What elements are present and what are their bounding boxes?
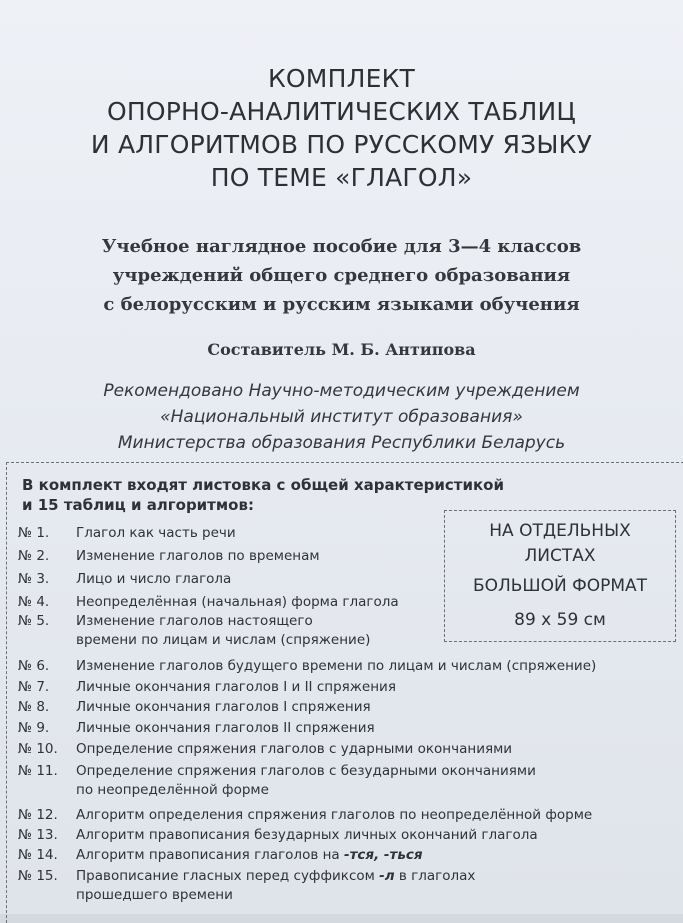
item-text-continued: времени по лицам и числам (спряжение) xyxy=(76,632,371,648)
item-suffix: -тся, -ться xyxy=(343,847,423,863)
item-number: № 6. xyxy=(18,658,50,674)
item-number: № 12. xyxy=(18,807,58,823)
item-suffix: -л xyxy=(379,868,395,884)
item-text-continued: по неопределённой форме xyxy=(76,782,269,798)
item-text: Личные окончания глаголов I и II спряжения xyxy=(76,679,396,695)
item-number: № 3. xyxy=(18,571,50,587)
item-number: № 8. xyxy=(18,699,50,715)
item-text: Глагол как часть речи xyxy=(76,525,236,541)
document-subtitle xyxy=(0,232,683,319)
item-text: Лицо и число глагола xyxy=(76,571,232,587)
title-line-4: ПО ТЕМЕ «ГЛАГОЛ» xyxy=(210,163,473,192)
item-text: Личные окончания глаголов I спряжения xyxy=(76,699,371,715)
item-text: Алгоритм определения спряжения глаголов по неопределённой форме xyxy=(76,807,593,823)
subtitle-line-3: с белорусским и русским языками обучения xyxy=(103,294,580,315)
subtitle-line-2: учреждений общего среднего образования xyxy=(112,265,571,286)
item-number: № 7. xyxy=(18,679,50,695)
recommendation-line-1: Рекомендовано Научно-методическим учреждением xyxy=(103,381,580,401)
item-number: № 9. xyxy=(18,720,50,736)
contents-intro-line-2: и 15 таблиц и алгоритмов: xyxy=(22,496,254,514)
item-text-main: Алгоритм правописания глаголов на xyxy=(76,847,340,863)
title-line-2: ОПОРНО-АНАЛИТИЧЕСКИХ ТАБЛИЦ xyxy=(107,97,576,126)
item-text: Изменение глаголов настоящего xyxy=(76,613,313,629)
item-number: № 14. xyxy=(18,847,58,863)
item-text: Личные окончания глаголов II спряжения xyxy=(76,720,375,736)
item-number: № 5. xyxy=(18,613,50,629)
item-number: № 4. xyxy=(18,594,50,610)
item-text xyxy=(76,867,475,886)
contents-intro-line-1: В комплект входят листовка с общей характеристикой xyxy=(22,476,504,494)
format-line-2: ЛИСТАХ xyxy=(524,546,596,566)
format-line-1: НА ОТДЕЛЬНЫХ xyxy=(489,521,631,541)
format-line-4: 89 х 59 см xyxy=(514,610,606,630)
recommendation xyxy=(0,378,683,456)
item-text: Изменение глаголов будущего времени по лицам и числам (спряжение) xyxy=(76,658,597,674)
item-number: № 15. xyxy=(18,868,58,884)
title-line-1: КОМПЛЕКТ xyxy=(267,64,415,93)
item-number: № 10. xyxy=(18,741,58,757)
item-text: Определение спряжения глаголов с безударными окончаниями xyxy=(76,763,536,779)
author-line: Составитель М. Б. Антипова xyxy=(207,340,476,359)
item-text: Изменение глаголов по временам xyxy=(76,548,320,564)
recommendation-line-3: Министерства образования Республики Беларусь xyxy=(117,433,566,453)
item-text: Неопределённая (начальная) форма глагола xyxy=(76,594,399,610)
item-text xyxy=(76,846,423,865)
contents-intro xyxy=(22,475,504,515)
recommendation-line-2: «Национальный институт образования» xyxy=(160,407,523,427)
item-number: № 13. xyxy=(18,827,58,843)
item-text-after: в глаголах xyxy=(398,868,476,884)
item-number: № 2. xyxy=(18,548,50,564)
format-line-3: БОЛЬШОЙ ФОРМАТ xyxy=(472,576,648,596)
item-text: Алгоритм правописания безударных личных окончаний глагола xyxy=(76,827,538,843)
format-box xyxy=(444,510,676,642)
subtitle-line-1: Учебное наглядное пособие для 3—4 классов xyxy=(101,236,582,257)
item-number: № 11. xyxy=(18,763,58,779)
title-line-3: И АЛГОРИТМОВ ПО РУССКОМУ ЯЗЫКУ xyxy=(90,130,593,159)
item-number: № 1. xyxy=(18,525,50,541)
item-text-main: Правописание гласных перед суффиксом xyxy=(76,868,375,884)
item-text: Определение спряжения глаголов с ударными окончаниями xyxy=(76,741,513,757)
item-text-continued: прошедшего времени xyxy=(76,887,233,903)
document-title xyxy=(0,62,683,194)
